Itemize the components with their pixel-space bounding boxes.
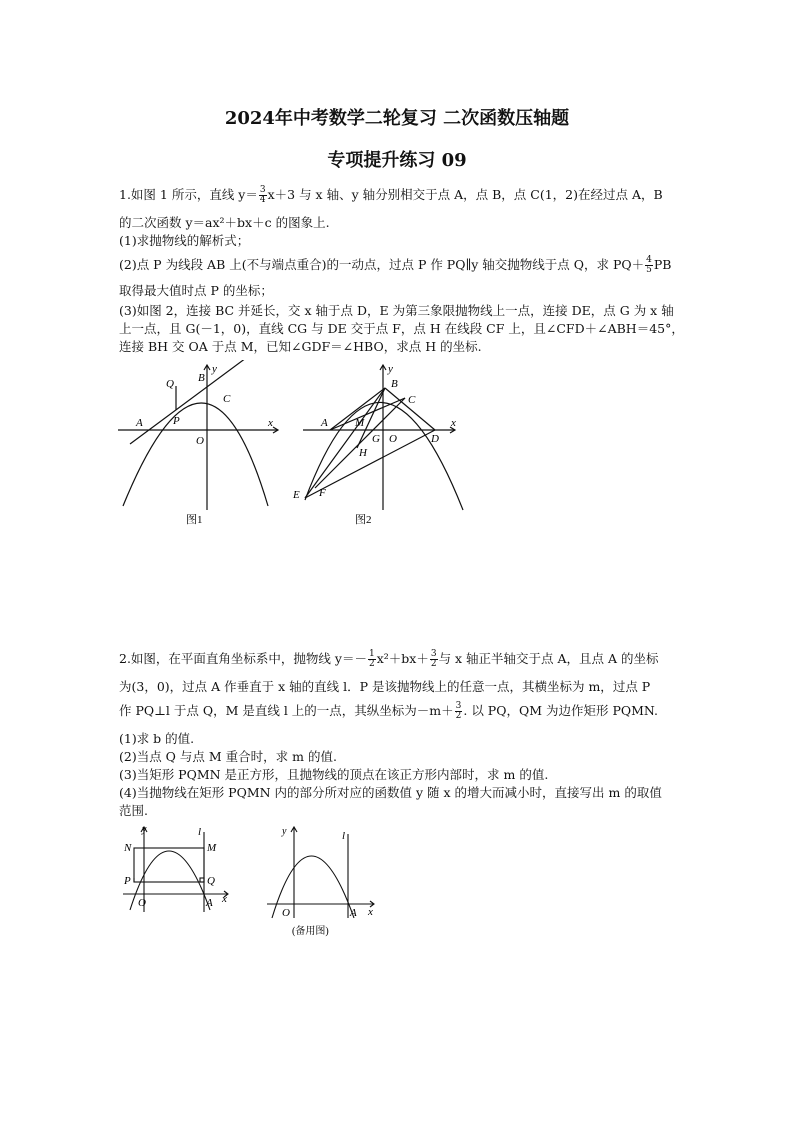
label-O: O bbox=[138, 897, 146, 909]
fraction: $\frac{3}{2}$ bbox=[455, 701, 462, 721]
caption-fig2: 图2 bbox=[355, 514, 372, 526]
q1-part3a: (3)如图 2，连接 BC 并延长，交 x 轴于点 D，E 为第三象限抛物线上一点，连接 DE，点 G 为 x 轴 bbox=[119, 303, 674, 318]
label-l: l bbox=[342, 830, 346, 842]
page-subtitle: 专项提升练习 09 bbox=[327, 150, 467, 171]
label-G: G bbox=[372, 433, 380, 445]
page-title: 2024年中考数学二轮复习 二次函数压轴题 bbox=[224, 108, 570, 129]
q2-part3: (3)当矩形 PQMN 是正方形，且抛物线的顶点在该正方形内部时，求 m 的值. bbox=[119, 767, 549, 782]
label-Q: Q bbox=[166, 378, 174, 390]
label-B: B bbox=[198, 372, 205, 384]
label-l: l bbox=[198, 826, 202, 838]
label-A: A bbox=[321, 417, 328, 429]
figure-3 bbox=[118, 822, 238, 922]
label-y: y bbox=[388, 363, 393, 375]
right-angle-mark bbox=[200, 878, 204, 882]
label-M: M bbox=[355, 417, 365, 429]
label-P: P bbox=[124, 875, 131, 887]
figure-1 bbox=[118, 360, 288, 530]
fraction: $\frac{4}{5}$ bbox=[646, 255, 652, 275]
q2-line3: 作 PQ⊥l 于点 Q，M 是直线 l 上的一点，其纵坐标为－m＋ $\frac{3}{2}$ . 以 PQ，QM 为边作矩形 PQMN. bbox=[119, 701, 659, 721]
q1-part3c: 连接 BH 交 OA 于点 M，已知∠GDF＝∠HBO，求点 H 的坐标. bbox=[119, 339, 482, 354]
label-C: C bbox=[408, 394, 416, 406]
label-x: x bbox=[368, 906, 373, 918]
label-y: y bbox=[142, 824, 147, 835]
label-N: N bbox=[124, 842, 132, 854]
q2-part2: (2)当点 Q 与点 M 重合时，求 m 的值. bbox=[119, 749, 337, 764]
label-P: P bbox=[173, 415, 180, 427]
label-B: B bbox=[391, 378, 398, 390]
q1-part2: (2)点 P 为线段 AB 上(不与端点重合)的一动点，过点 P 作 PQ∥y 轴交抛物线于点 Q，求 PQ＋ $\frac{4}{5}$ PB bbox=[119, 255, 672, 275]
label-x: x bbox=[451, 417, 456, 429]
caption-fig1: 图1 bbox=[186, 514, 203, 526]
label-D: D bbox=[431, 433, 439, 445]
label-F: F bbox=[319, 487, 326, 499]
q2-line1: 2.如图，在平面直角坐标系中，抛物线 y＝－ $\frac{1}{2}$ x²＋bx＋ $\frac{3}{2}$ 与 x 轴正半轴交于点 A，且点 A 的坐标 bbox=[119, 649, 659, 669]
q1-text-b: x＋3 与 x 轴、y 轴分别相交于点 A，点 B，点 C(1，2)在经过点 A，B bbox=[267, 187, 663, 202]
q1-part2-cont: 取得最大值时点 P 的坐标； bbox=[119, 283, 273, 298]
label-O: O bbox=[196, 435, 204, 447]
label-A: A bbox=[206, 897, 213, 909]
q1-text-a: 1.如图 1 所示，直线 y＝ bbox=[119, 187, 258, 202]
caption-spare-figure: (备用图) bbox=[292, 926, 329, 937]
label-C: C bbox=[223, 393, 231, 405]
label-x: x bbox=[268, 417, 273, 429]
q2-line2: 为(3，0)，过点 A 作垂直于 x 轴的直线 l．P 是该抛物线上的任意一点，其横坐标为 m，过点 P bbox=[119, 679, 651, 694]
fraction: $\frac{3}{4}$ bbox=[259, 185, 266, 205]
figure-2 bbox=[285, 360, 465, 530]
q1-part3b: 上一点，且 G(－1，0)，直线 CG 与 DE 交于点 F，点 H 在线段 CF 上，且∠CFD＋∠ABH＝45°， bbox=[119, 321, 684, 336]
figure-4 bbox=[262, 822, 382, 942]
label-A: A bbox=[350, 907, 357, 919]
label-H: H bbox=[359, 447, 367, 459]
label-O: O bbox=[389, 433, 397, 445]
q1-line2: 的二次函数 y＝ax²＋bx＋c 的图象上. bbox=[119, 215, 330, 230]
label-O: O bbox=[282, 907, 290, 919]
label-Q: Q bbox=[207, 875, 215, 887]
label-x: x bbox=[222, 893, 227, 905]
label-y: y bbox=[282, 826, 287, 837]
parabola bbox=[123, 403, 268, 506]
q1-part1: (1)求抛物线的解析式； bbox=[119, 233, 250, 248]
q2-part1: (1)求 b 的值. bbox=[119, 731, 195, 746]
label-E: E bbox=[293, 489, 300, 501]
label-M: M bbox=[207, 842, 217, 854]
q2-part4b: 范围. bbox=[119, 803, 148, 818]
fraction: $\frac{1}{2}$ bbox=[368, 649, 375, 669]
q2-part4a: (4)当抛物线在矩形 PQMN 内的部分所对应的函数值 y 随 x 的增大而减小时，直接写出 m 的取值 bbox=[119, 785, 662, 800]
q1-line1 bbox=[119, 186, 699, 205]
fraction: $\frac{3}{2}$ bbox=[430, 649, 437, 669]
label-y: y bbox=[212, 363, 217, 375]
label-A: A bbox=[136, 417, 143, 429]
